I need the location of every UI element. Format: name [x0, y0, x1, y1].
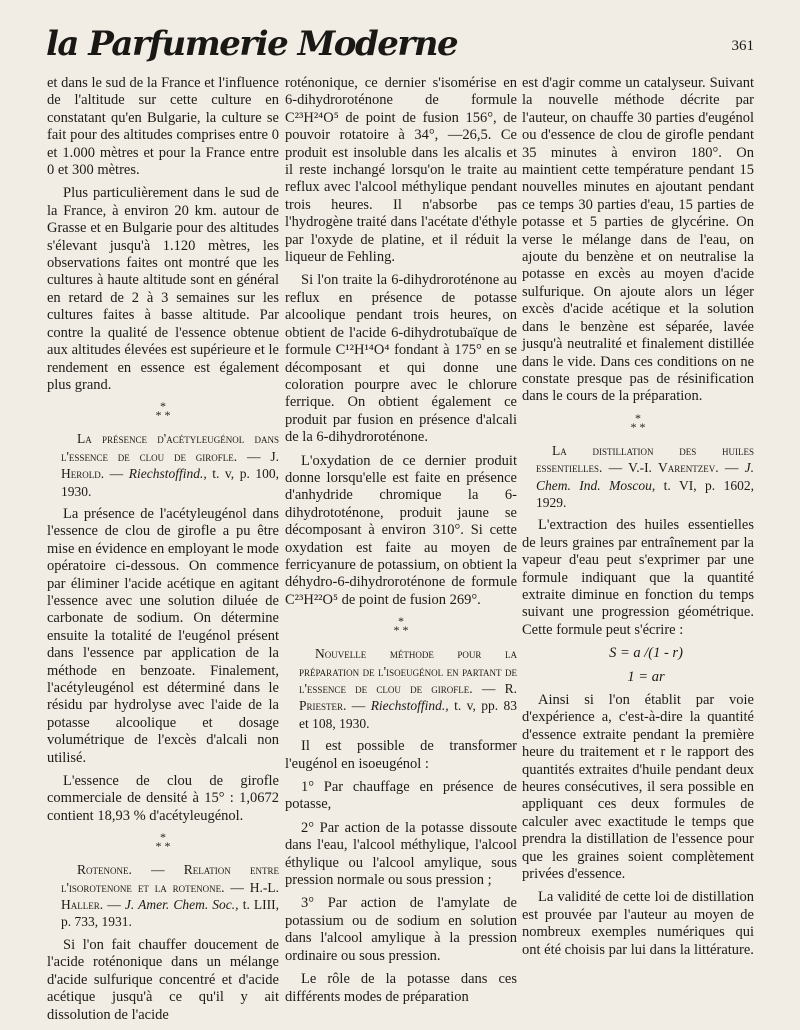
formula: 1 = ar [627, 668, 665, 685]
article-heading [47, 861, 279, 931]
article-title: La présence d'acétyleugénol dans l'essence de clou de girofle. [61, 431, 279, 464]
separator-star: * [155, 839, 162, 854]
paragraph: et dans le sud de la France et l'influence de l'altitude sur cette culture en constatant qu'en Bulgarie, la culture se fait pour des altitudes comprises entre 0 et 1.000 mètres et pour la France entre 0 et 300 mètres. [47, 75, 279, 179]
paragraph: Ainsi si l'on établit par voie d'expérience a, c'est-à-dire la quantité d'essence extraite pendant la première heure du traitement et r le rapport des quantités extraites d'huile pendant deux heures consécutives, il sera possible en appliquant ces deux formules de calculer avec exactitude le temps que prendra la distillation de l'essence pour que les graines soient complètement privées d'essence. [522, 692, 754, 883]
column-3 [522, 75, 754, 965]
paragraph: La validité de cette loi de distillation est prouvée par l'auteur au moyen de nombreux exemples numériques qui ont été choisis par lui dans la littérature. [522, 889, 754, 958]
paragraph: L'extraction des huiles essentielles de leurs graines par entraînement par la vapeur d'eau peut s'exprimer par une formule indiquant que la quantité extraite diminue en fonction du temps suivant une progression géométrique. Cette formule peut s'écrire : [522, 517, 754, 638]
column-2 [285, 75, 517, 1012]
article-reference: t. VI, p. 1602, 1929. [536, 477, 754, 510]
separator-star: * [630, 419, 637, 434]
article-author: — V.-I. Varentzev. — [608, 460, 739, 476]
article-heading [522, 442, 754, 512]
column-1 [47, 75, 279, 1030]
separator-star: * [155, 408, 162, 423]
paragraph: Plus particulièrement dans le sud de la France, à environ 20 km. autour de Grasse et en Bulgarie pour des altitudes s'élevant jusqu'à 1.120 mètres, les observations faites ont montré que les cultures à haute altitude sont en général en retard de 2 à 3 semaines sur les cultures faites à basse altitude. Par contre la qualité de l'essence obtenue aux altitudes élevées est supérieure et le rendement en essence est également plus grand. [47, 185, 279, 393]
paragraph: L'oxydation de ce dernier produit donne lorsqu'elle est faite en présence d'anhydride chromique la 6-dihydrototénone, produit jaune se décomposant à environ 310°. Si cette oxydation est faite au moyen de ferricyanure de potassium, on obtient la déhydro-6-dihydroroténone de formule C²³H²²O⁵ de point de fusion 269°. [285, 452, 517, 608]
article-reference: t. LIII, p. 733, 1931. [61, 897, 280, 930]
method-list [285, 779, 517, 965]
list-item: 2° Par action de la potasse dissoute dans l'eau, l'alcool méthylique, l'alcool éthylique ou l'alcool amylique, sous pression normale ou sous pression ; [285, 819, 517, 889]
article-journal: Riechstoffind., [128, 466, 207, 482]
separator-star: * [639, 419, 646, 434]
article-author: — R. Priester. — [299, 681, 517, 714]
article-journal: Riechstoffind., [370, 698, 449, 714]
section-separator [47, 830, 279, 854]
paragraph: roténonique, ce dernier s'isomérise en 6-dihydroroténone de formule C²³H²⁴O⁵ de point de fusion 156°, de pouvoir rotatoire à 34°, —26,5. Ce produit est insoluble dans les alcalis et il reste inchangé lorsqu'on le traite au reflux avec l'alcool méthylique pendant trois heures. Il n'absorbe pas l'hydrogène traité dans l'acétate d'éthyle par l'oxyde de platine, et il réduit la liqueur de Fehling. [285, 75, 517, 266]
paragraph: Il est possible de transformer l'eugénol en isoeugénol : [285, 738, 517, 772]
article-author: — J. Herold. — [61, 448, 279, 482]
separator-stars-pair [285, 623, 517, 638]
article-title: Rotenone. — Relation entre l'isorotenone et la rotenone. [61, 862, 279, 895]
separator-star: * [160, 399, 166, 414]
separator-star: * [635, 410, 641, 425]
article-heading [285, 645, 517, 732]
separator-star: * [164, 408, 171, 423]
article-journal: J. Chem. Ind. Moscou, [536, 460, 755, 493]
section-separator [522, 410, 754, 434]
list-item: 1° Par chauffage en présence de potasse, [285, 779, 517, 813]
separator-stars-pair [47, 839, 279, 854]
article-author: — H.-L. Haller. — [61, 879, 279, 913]
article-title: La distillation des huiles essentielles. [536, 442, 754, 476]
paragraph: Si l'on fait chauffer doucement de l'acide roténonique dans un mélange d'acide sulfurique concentré et d'acide acétique jusqu'à ce qu'il y ait dissolution de l'acide [47, 936, 279, 1023]
paragraph: Si l'on traite la 6-dihydroroténone au reflux en présence de potasse alcoolique pendant trois heures, on obtient de l'acide 6-dihydrotubaïque de formule C¹²H¹⁴O⁴ fondant à 175° en se décomposant et qui donne une coloration pourpre avec le chlorure ferrique. On obtient également ce produit par fusion en présence d'alcali de la 6-dihydroroténone. [285, 272, 517, 446]
formula: S = a /(1 - r) [609, 645, 683, 662]
paragraph: La présence de l'acétyleugénol dans l'essence de clou de girofle a pu être mise en évidence en employant le mode opératoire ci-dessous. On commence par éliminer l'acide acétique en agitant l'essence avec une solution diluée de carbonate de sodium. On détermine ensuite la totalité de l'eugénol présent dans l'essence par application de la méthode en benzoate. Finalement, l'acétyleugénol est déterminé dans le résidu par hydrolyse avec l'aide de la potasse alcoolique et dosage volumétrique de l'excès d'alcali non utilisé. [47, 505, 279, 766]
separator-star: * [164, 839, 171, 854]
article-reference: t. v, p. 100, 1930. [61, 466, 280, 499]
article-reference: t. v, pp. 83 et 108, 1930. [299, 698, 518, 731]
section-separator [285, 614, 517, 638]
article-journal: J. Amer. Chem. Soc., [124, 897, 239, 913]
separator-star: * [402, 623, 409, 638]
separator-stars-pair [522, 419, 754, 434]
article-heading [47, 430, 279, 500]
page-number: 361 [731, 38, 754, 54]
masthead-logo: la Parfumerie Moderne [46, 24, 458, 64]
paragraph: Le rôle de la potasse dans ces différents modes de préparation [285, 971, 517, 1005]
paragraph: L'essence de clou de girofle commerciale de densité à 15° : 1,0672 contient 18,93 % d'acétyleugénol. [47, 773, 279, 824]
separator-star: * [160, 830, 166, 845]
separator-star: * [398, 614, 404, 629]
separator-star: * [393, 623, 400, 638]
section-separator [47, 399, 279, 423]
separator-stars-pair [47, 408, 279, 423]
paragraph: est d'agir comme un catalyseur. Suivant la nouvelle méthode décrite par l'auteur, on chauffe 30 parties d'eugénol ou d'essence de clou de girofle pendant 35 minutes à environ 180°. On maintient cette température pendant 15 nouvelles minutes en ajoutant pendant ce temps 30 parties d'eau, 15 parties de potasse et 5 parties de glycérine. On verse le mélange dans de l'eau, on ajoute du benzène et on neutralise la potasse en excès au moyen d'acide sulfurique. On ajoute alors un léger excès d'acide acétique et la solution dans le benzène est séparée, lavée jusqu'à neutralité et finalement distillée dans le vide. Dans ces conditions on ne constate presque pas de résinification dans le cours de la préparation. [522, 75, 754, 405]
list-item: 3° Par action de l'amylate de potassium ou de sodium en solution dans l'alcool amylique à la pression ordinaire ou sous pression. [285, 895, 517, 964]
article-title: Nouvelle méthode pour la préparation de l'isoeugénol en partant de l'essence de clou de girofle. [299, 646, 517, 696]
